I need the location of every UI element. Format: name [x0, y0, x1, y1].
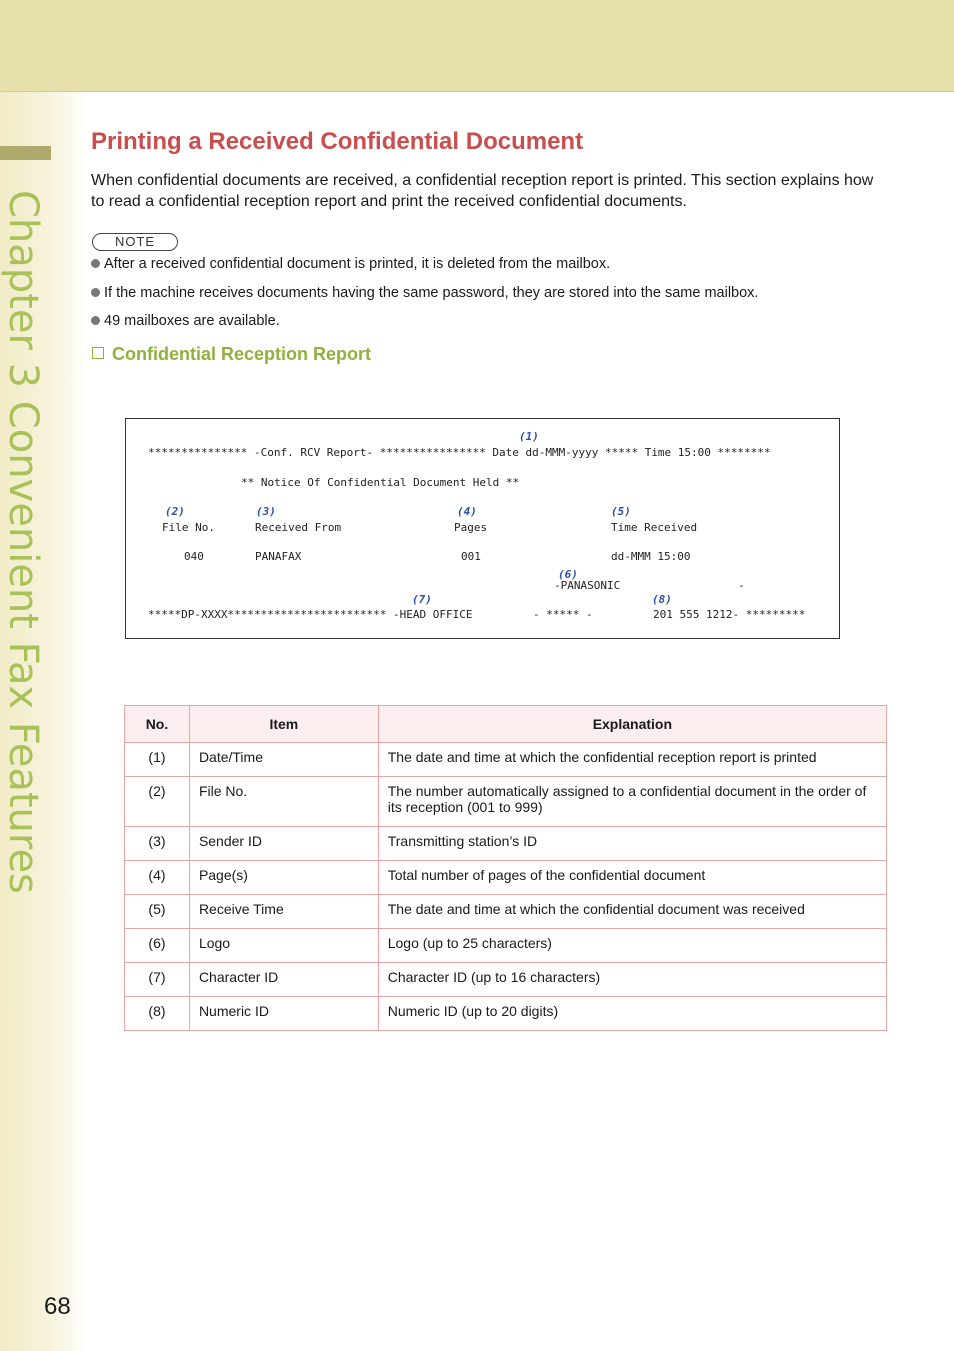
- report-footer-right: 201 555 1212- *********: [653, 608, 806, 621]
- row-no: (6): [125, 929, 190, 963]
- intro-paragraph: When confidential documents are received, a confidential reception report is printed. This section explains how to read a confidential reception report and print the received confidential documents.: [91, 172, 874, 210]
- table-row: [125, 743, 887, 777]
- page-number: 68: [44, 1293, 71, 1320]
- report-col-file: File No.: [162, 521, 215, 534]
- square-bullet-icon: [92, 347, 104, 359]
- report-items-table: [124, 705, 887, 1031]
- callout-7: (7): [412, 593, 432, 606]
- row-explanation: The date and time at which the confidential document was received: [378, 895, 886, 929]
- table-row: [125, 997, 887, 1031]
- row-item: Sender ID: [189, 827, 378, 861]
- report-footer-left: *****DP-XXXX************************ -HEAD OFFICE: [148, 608, 473, 621]
- row-item: Character ID: [189, 963, 378, 997]
- callout-4: (4): [457, 505, 477, 518]
- row-explanation: The date and time at which the confidential reception report is printed: [378, 743, 886, 777]
- row-explanation: Numeric ID (up to 20 digits): [378, 997, 886, 1031]
- table-row: [125, 861, 887, 895]
- row-item: Numeric ID: [189, 997, 378, 1031]
- header-band: [0, 0, 954, 92]
- bullet-icon: [91, 259, 100, 268]
- row-explanation: Total number of pages of the confidential document: [378, 861, 886, 895]
- callout-2: (2): [165, 505, 185, 518]
- report-col-pages: Pages: [454, 521, 488, 534]
- report-col-from: Received From: [255, 521, 342, 534]
- row-no: (5): [125, 895, 190, 929]
- note-item: [91, 311, 758, 340]
- report-header-line: *************** -Conf. RCV Report- **************** Date dd-MMM-yyyy ***** Time 15:00 ********: [148, 446, 771, 459]
- row-no: (2): [125, 777, 190, 827]
- callout-3: (3): [256, 505, 276, 518]
- row-explanation: Character ID (up to 16 characters): [378, 963, 886, 997]
- row-no: (3): [125, 827, 190, 861]
- section-title: Printing a Received Confidential Document: [91, 128, 584, 155]
- bullet-icon: [91, 316, 100, 325]
- row-item: Date/Time: [189, 743, 378, 777]
- table-row: [125, 929, 887, 963]
- report-val-file: 040: [184, 550, 204, 563]
- callout-5: (5): [611, 505, 631, 518]
- note-badge: NOTE: [92, 233, 178, 251]
- row-no: (4): [125, 861, 190, 895]
- report-col-time: Time Received: [611, 521, 698, 534]
- report-val-pages: 001: [461, 550, 481, 563]
- table-row: [125, 895, 887, 929]
- subheading-text: Confidential Reception Report: [112, 344, 372, 364]
- report-val-time: dd-MMM 15:00: [611, 550, 691, 563]
- row-item: Logo: [189, 929, 378, 963]
- note-list: [91, 254, 758, 340]
- note-item: [91, 254, 758, 283]
- row-item: Receive Time: [189, 895, 378, 929]
- note-text: 49 mailboxes are available.: [104, 313, 280, 329]
- report-logo-dash: -: [738, 579, 745, 592]
- row-item: Page(s): [189, 861, 378, 895]
- report-val-from: PANAFAX: [255, 550, 302, 563]
- report-logo-line: -PANASONIC: [554, 579, 621, 592]
- row-item: File No.: [189, 777, 378, 827]
- report-footer-mid: - ***** -: [533, 608, 593, 621]
- subheading: [92, 344, 371, 365]
- chapter-tab-marker: [0, 146, 51, 160]
- chapter-label: Chapter 3 Convenient Fax Features: [0, 190, 46, 894]
- note-text: If the machine receives documents having the same password, they are stored into the same mailbox.: [104, 284, 759, 301]
- row-no: (8): [125, 997, 190, 1031]
- table-row: [125, 827, 887, 861]
- callout-8: (8): [652, 593, 672, 606]
- table-row: [125, 777, 887, 827]
- table-header-row: [125, 706, 887, 743]
- header-item: Item: [189, 706, 378, 743]
- callout-6: (6): [558, 568, 578, 581]
- row-explanation: Logo (up to 25 characters): [378, 929, 886, 963]
- header-no: No.: [125, 706, 190, 743]
- note-item: [91, 283, 758, 312]
- confidential-report-sample: [125, 418, 840, 639]
- table-row: [125, 963, 887, 997]
- header-explanation: Explanation: [378, 706, 886, 743]
- report-notice-line: ** Notice Of Confidential Document Held **: [241, 476, 520, 489]
- note-text: After a received confidential document is printed, it is deleted from the mailbox.: [104, 256, 611, 272]
- callout-1: (1): [519, 430, 539, 443]
- row-no: (1): [125, 743, 190, 777]
- row-explanation: Transmitting station’s ID: [378, 827, 886, 861]
- bullet-icon: [91, 288, 100, 297]
- row-no: (7): [125, 963, 190, 997]
- row-explanation: The number automatically assigned to a confidential document in the order of its reception (001 to 999): [378, 777, 886, 827]
